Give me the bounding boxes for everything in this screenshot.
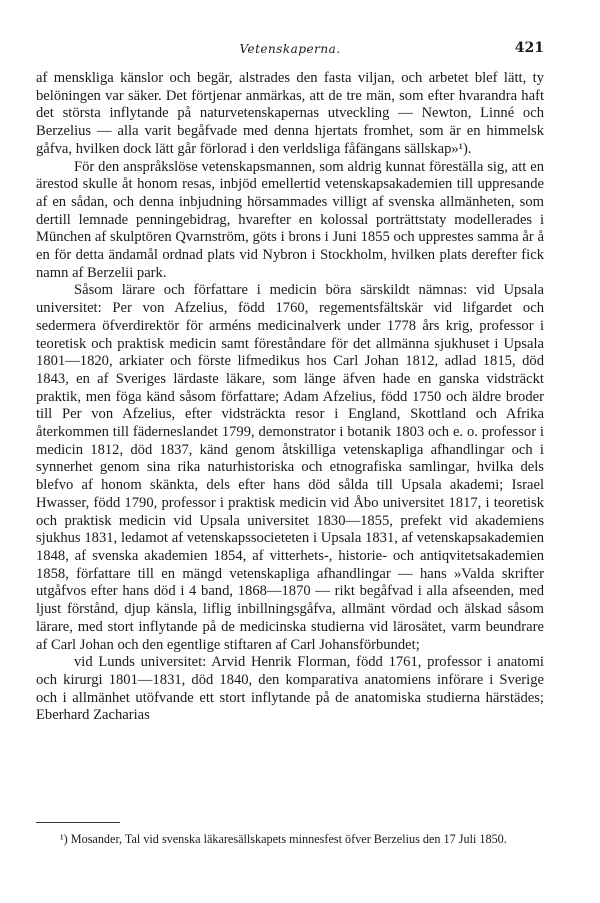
footnote-text: ¹) Mosander, Tal vid svenska läkaresällskapets minnesfest öfver Berzelius den 17 Juli 1850. (60, 832, 507, 846)
paragraph-3: Såsom lärare och författare i medicin böra särskildt nämnas: vid Upsala universitet: Per von Afzelius, född 1760, regementsfältskär vid lifgardet och sedermera öfverdirektör för arméns medicinalverk under 1778 års krig, professor i teoretisk och praktisk medicin samt föreståndare för det allmänna sjukhuset i Upsala 1801—1820, arkiater och förste lifmedikus hos Carl Johan 1812, adlad 1815, död 1843, en af Sveriges lärdaste läkare, som länge äfven hade en ganska vidsträckt praktik, men föga känd såsom författare; Adam Afzelius, född 1750 och äldre broder till Per von Afzelius, efter vidsträckta resor i England, Skottland och Afrika återkommen till fäderneslandet 1799, demonstrator i botanik 1803 och e. o. professor i medicin 1812, död 1837, känd genom åtskilliga vetenskapliga afhandlingar och i synnerhet genom sina rika naturhistoriska och etnografiska samlingar, hvilka dels blefvo af honom skänkta, dels efter hans död sålda till Upsala akademi; Israel Hwasser, född 1790, professor i praktisk medicin vid Åbo universitet 1817, i teoretisk och praktisk medicin vid Upsala universitet 1830—1855, prefekt vid akademiens sjukhus 1831, ledamot af vetenskapssocieteten i Upsala 1831, af vetenskapsakademien 1848, af svenska akademien 1854, af vitterhets-, historie- och antiqvitetsakademien 1858, författare till en mängd vetenskapliga afhandlingar — hans »Valda skrifter utgåfvos efter hans död i 4 band, 1868—1870 — rikt begåfvad i alla afseenden, med ljust förstånd, djup känsla, liflig inbillningsgåfva, allmänt vördad och älskad såsom lärare, med stort inflytande på de medicinska studierna vid lärosätet, varm beundrare af Carl Johan och den egentlige stiftaren af Carl Johansförbundet; (36, 282, 544, 653)
paragraph-4: vid Lunds universitet: Arvid Henrik Florman, född 1761, professor i anatomi och kirurgi 1801—1831, död 1840, den komparativa anatomiens införare i Sverige och i allmänhet utöfvande ett stort inflytande på de anatomiska studierna härstädes; Eberhard Zacharias (36, 654, 544, 724)
footnote (36, 832, 544, 847)
paragraph-1: af menskliga känslor och begär, alstrades den fasta viljan, och arbetet blef lätt, ty belöningen var säker. Det förtjenar anmärkas, att de tre män, som efter hvarandra haft det största inflytande på naturvetenskapernas utveckling — Newton, Linné och Berzelius — alla varit begåfvade med denna hjertats fromhet, som är en himmelsk gåfva, hvilken dock lätt går förlorad i den verldsliga fåfängans sällskap»¹). (36, 70, 544, 157)
page-number: 421 (514, 40, 544, 56)
running-title: Vetenskaperna. (239, 42, 341, 56)
page-header (36, 40, 544, 62)
main-text (36, 70, 544, 725)
paragraph-2: För den anspråkslöse vetenskapsmannen, som aldrig kunnat föreställa sig, att en ärestod skulle åt honom resas, inbjöd emellertid vetenskapsakademien till uppresande af en sådan, och denna inbjudning hörsammades villigt af svenska allmänheten, som dertill lemnade penningebidrag, hvarefter en kolossal porträttstaty modellerades i München af skulptören Qvarnström, göts i brons i Juni 1855 och upprestes samma år å en för detta ändamål ordnad plats vid Nybron i Stockholm, hvilken plats derefter fick namn af Berzelii park. (36, 158, 544, 281)
footnote-rule (36, 822, 120, 823)
